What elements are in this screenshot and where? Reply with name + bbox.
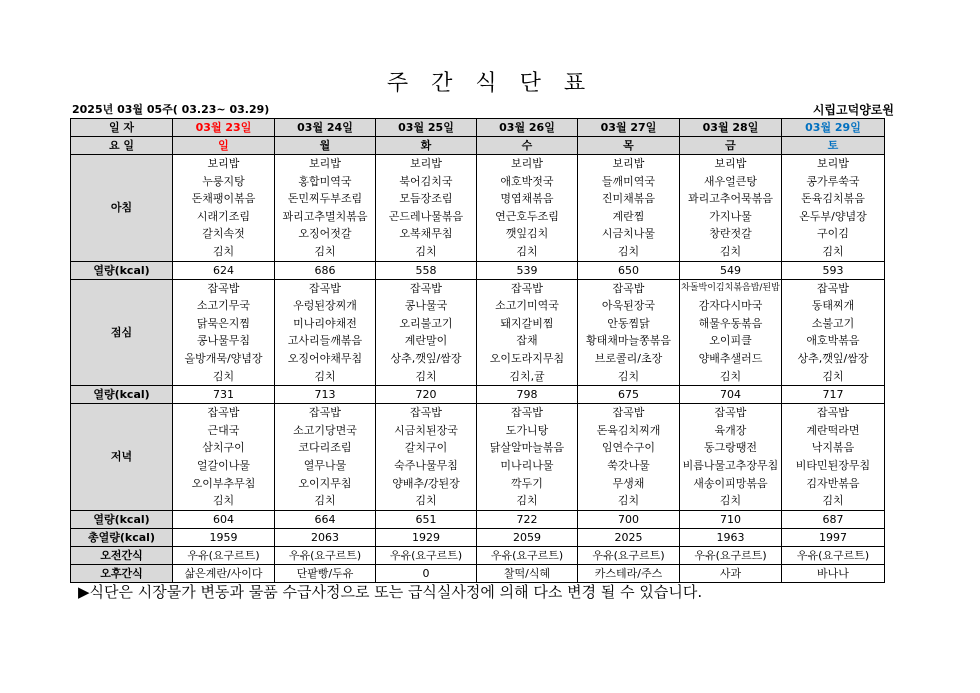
calorie-value: 704 bbox=[680, 386, 782, 404]
calorie-value: 604 bbox=[173, 510, 275, 528]
menu-item: 우렁된장찌개 bbox=[293, 299, 357, 313]
calorie-label: 열량(kcal) bbox=[71, 261, 173, 279]
total-calorie-label: 총열량(kcal) bbox=[71, 528, 173, 546]
menu-item: 창란젓갈 bbox=[709, 227, 752, 241]
menu-item: 김치 bbox=[719, 494, 742, 508]
menu-item: 김치 bbox=[719, 244, 742, 258]
menu-item: 누룽지탕 bbox=[202, 174, 245, 188]
menu-item: 무생채 bbox=[612, 476, 645, 490]
menu-item: 김치 bbox=[516, 494, 538, 508]
menu-item: 오리불고기 bbox=[399, 316, 453, 330]
menu-item: 황태채마늘쫑볶음 bbox=[585, 334, 671, 348]
total-calorie-value: 2059 bbox=[477, 528, 578, 546]
menu-item: 보리밥 bbox=[309, 157, 341, 170]
am-snack-label: 오전간식 bbox=[71, 546, 173, 564]
pm-snack-value: 삶은계란/사이다 bbox=[173, 564, 275, 582]
menu-item: 김치 bbox=[212, 244, 235, 258]
pm-snack-row bbox=[71, 564, 885, 582]
menu-item: 보리밥 bbox=[714, 157, 747, 170]
lunch-menu-cell bbox=[680, 279, 782, 386]
menu-item: 쑥갓나물 bbox=[607, 458, 650, 472]
dinner-row bbox=[71, 404, 885, 511]
calorie-value: 664 bbox=[275, 510, 376, 528]
menu-item: 잡곡밥 bbox=[817, 406, 849, 420]
menu-item: 근대국 bbox=[207, 423, 240, 437]
date-cell: 03월 25일 bbox=[376, 119, 477, 137]
pm-snack-value: 단팥빵/두유 bbox=[275, 564, 376, 582]
breakfast-menu-cell bbox=[376, 155, 477, 262]
menu-item: 김치 bbox=[314, 244, 336, 258]
menu-item: 오징어젓갈 bbox=[298, 227, 352, 241]
dinner-menu-cell bbox=[578, 404, 680, 511]
breakfast-menu-cell bbox=[477, 155, 578, 262]
menu-item: 김치 bbox=[822, 244, 844, 258]
lunch-label: 점심 bbox=[71, 279, 173, 386]
menu-item: 오이지무침 bbox=[298, 476, 352, 490]
breakfast-menu-cell bbox=[578, 155, 680, 262]
lunch-menu-cell bbox=[376, 279, 477, 386]
menu-item: 돼지갈비찜 bbox=[500, 316, 554, 330]
date-cell: 03월 23일 bbox=[173, 119, 275, 137]
menu-item: 육개장 bbox=[714, 423, 747, 437]
menu-item: 보리밥 bbox=[207, 157, 240, 170]
menu-item: 브로콜리/초장 bbox=[594, 351, 663, 365]
menu-item: 오이피클 bbox=[709, 334, 752, 348]
calorie-value: 539 bbox=[477, 261, 578, 279]
menu-item: 김치 bbox=[415, 494, 437, 508]
menu-item: 김치 bbox=[415, 369, 437, 383]
menu-item: 꽈리고추어묵볶음 bbox=[687, 192, 773, 206]
menu-item: 잡채 bbox=[516, 334, 538, 348]
breakfast-calorie-row bbox=[71, 261, 885, 279]
pm-snack-label: 오후간식 bbox=[71, 564, 173, 582]
menu-item: 김치 bbox=[212, 369, 235, 383]
menu-item: 잡곡밥 bbox=[714, 406, 747, 420]
menu-item: 가지나물 bbox=[709, 209, 752, 223]
day-row-label: 요 일 bbox=[71, 137, 173, 155]
breakfast-menu-cell bbox=[275, 155, 376, 262]
menu-item: 돈육김치볶음 bbox=[801, 192, 865, 206]
lunch-menu-cell bbox=[578, 279, 680, 386]
menu-item: 온두부/양념장 bbox=[799, 209, 867, 223]
menu-item: 김치 bbox=[822, 369, 844, 383]
day-cell: 화 bbox=[376, 137, 477, 155]
menu-item: 시래기조림 bbox=[196, 209, 251, 223]
menu-item: 미나리나물 bbox=[500, 458, 554, 472]
menu-item: 잡곡밥 bbox=[511, 406, 543, 420]
am-snack-value: 우유(요구르트) bbox=[275, 546, 376, 564]
menu-item: 잡곡밥 bbox=[817, 281, 849, 295]
menu-item: 김치 bbox=[617, 494, 640, 508]
menu-item: 계란찜 bbox=[612, 209, 645, 223]
calorie-value: 710 bbox=[680, 510, 782, 528]
day-cell: 목 bbox=[578, 137, 680, 155]
menu-item: 도가니탕 bbox=[505, 423, 549, 437]
menu-item: 명엽채볶음 bbox=[500, 192, 554, 206]
day-cell: 월 bbox=[275, 137, 376, 155]
menu-item: 잡곡밥 bbox=[612, 406, 645, 420]
menu-item: 아욱된장국 bbox=[601, 299, 656, 313]
menu-item: 들깨미역국 bbox=[601, 174, 656, 188]
total-calorie-value: 1963 bbox=[680, 528, 782, 546]
pm-snack-value: 0 bbox=[376, 564, 477, 582]
menu-item: 보리밥 bbox=[612, 157, 645, 170]
calorie-value: 720 bbox=[376, 386, 477, 404]
menu-item: 콩나물무침 bbox=[196, 334, 251, 348]
menu-item: 오이도라지무침 bbox=[489, 351, 565, 365]
menu-item: 오이부추무침 bbox=[191, 476, 256, 490]
lunch-calorie-row bbox=[71, 386, 885, 404]
menu-item: 모듬장조림 bbox=[399, 192, 453, 206]
breakfast-menu-cell bbox=[173, 155, 275, 262]
menu-item: 숙주나물무침 bbox=[394, 458, 458, 472]
dinner-menu-cell bbox=[477, 404, 578, 511]
calorie-value: 624 bbox=[173, 261, 275, 279]
menu-item: 김치 bbox=[617, 244, 640, 258]
calorie-value: 651 bbox=[376, 510, 477, 528]
total-calorie-value: 1997 bbox=[782, 528, 885, 546]
calorie-value: 713 bbox=[275, 386, 376, 404]
menu-item: 보리밥 bbox=[511, 157, 543, 170]
total-calorie-value: 1929 bbox=[376, 528, 477, 546]
calorie-value: 593 bbox=[782, 261, 885, 279]
menu-item: 오복채무침 bbox=[399, 227, 453, 241]
lunch-menu-cell bbox=[782, 279, 885, 386]
menu-item: 잡곡밥 bbox=[511, 281, 543, 295]
menu-item: 돈육김치찌개 bbox=[596, 423, 661, 437]
menu-item: 돈민찌두부조림 bbox=[287, 192, 363, 206]
menu-item: 계란떡라면 bbox=[806, 423, 860, 437]
menu-item: 홍합미역국 bbox=[298, 174, 352, 188]
am-snack-value: 우유(요구르트) bbox=[173, 546, 275, 564]
pm-snack-value: 찰떡/식혜 bbox=[477, 564, 578, 582]
date-cell: 03월 26일 bbox=[477, 119, 578, 137]
menu-item: 진미채볶음 bbox=[601, 192, 656, 206]
menu-item: 양배추샐러드 bbox=[698, 351, 763, 365]
menu-item: 소고기무국 bbox=[196, 299, 251, 313]
menu-item: 잡곡밥 bbox=[309, 281, 341, 295]
lunch-menu-cell bbox=[275, 279, 376, 386]
menu-item: 시금치된장국 bbox=[394, 423, 458, 437]
menu-item: 김치 bbox=[822, 494, 844, 508]
menu-item: 해물우동볶음 bbox=[698, 316, 763, 330]
lunch-row bbox=[71, 279, 885, 386]
menu-item: 김치 bbox=[212, 494, 235, 508]
day-row bbox=[71, 137, 885, 155]
date-cell: 03월 27일 bbox=[578, 119, 680, 137]
menu-item: 김치 bbox=[314, 369, 336, 383]
menu-item: 삼치구이 bbox=[202, 441, 245, 455]
menu-item: 구이김 bbox=[817, 227, 849, 241]
menu-item: 연근호두조림 bbox=[495, 209, 559, 223]
breakfast-menu-cell bbox=[680, 155, 782, 262]
dinner-label: 저녁 bbox=[71, 404, 173, 511]
breakfast-menu-cell bbox=[782, 155, 885, 262]
menu-item: 잡곡밥 bbox=[612, 281, 645, 295]
pm-snack-value: 카스테라/주스 bbox=[578, 564, 680, 582]
menu-item: 새송이피망볶음 bbox=[693, 476, 768, 490]
menu-item: 양배추/강된장 bbox=[392, 476, 460, 490]
am-snack-row bbox=[71, 546, 885, 564]
menu-item: 잡곡밥 bbox=[207, 281, 240, 295]
calorie-value: 700 bbox=[578, 510, 680, 528]
menu-item: 잡곡밥 bbox=[309, 406, 341, 420]
menu-item: 꽈리고추멸치볶음 bbox=[282, 209, 368, 223]
menu-item: 곤드레나물볶음 bbox=[388, 209, 464, 223]
menu-item: 잡곡밥 bbox=[410, 406, 442, 420]
dinner-menu-cell bbox=[376, 404, 477, 511]
menu-item: 깻잎김치 bbox=[505, 227, 549, 241]
dinner-menu-cell bbox=[782, 404, 885, 511]
menu-item: 감자다시마국 bbox=[698, 299, 763, 313]
period-label: 2025년 03월 05주( 03.23~ 03.29) bbox=[72, 103, 270, 116]
menu-item: 김치,귤 bbox=[509, 369, 545, 383]
page-title: 주 간 식 단 표 bbox=[386, 71, 594, 96]
calorie-label: 열량(kcal) bbox=[71, 510, 173, 528]
day-cell: 금 bbox=[680, 137, 782, 155]
menu-item: 소고기미역국 bbox=[495, 299, 559, 313]
day-cell: 토 bbox=[782, 137, 885, 155]
weekly-menu-table bbox=[70, 118, 885, 583]
date-row-label: 일 자 bbox=[71, 119, 173, 137]
menu-item: 얼갈이나물 bbox=[196, 458, 251, 472]
calorie-value: 650 bbox=[578, 261, 680, 279]
date-cell: 03월 29일 bbox=[782, 119, 885, 137]
menu-item: 닭살알마늘볶음 bbox=[489, 441, 565, 455]
menu-item: 보리밥 bbox=[410, 157, 442, 170]
pm-snack-value: 사과 bbox=[680, 564, 782, 582]
menu-item: 김자반볶음 bbox=[806, 476, 860, 490]
dinner-calorie-row bbox=[71, 510, 885, 528]
calorie-value: 722 bbox=[477, 510, 578, 528]
menu-item: 차돌박이김치볶음밥/된밥 bbox=[681, 282, 780, 293]
calorie-value: 731 bbox=[173, 386, 275, 404]
menu-item: 김치 bbox=[415, 244, 437, 258]
menu-item: 돈채팽이볶음 bbox=[191, 192, 256, 206]
menu-item: 시금치나물 bbox=[601, 227, 656, 241]
menu-item: 비타민된장무침 bbox=[795, 458, 871, 472]
total-calorie-value: 1959 bbox=[173, 528, 275, 546]
menu-item: 비름나물고추장무침 bbox=[682, 458, 779, 472]
lunch-menu-cell bbox=[477, 279, 578, 386]
menu-item: 올방개묵/양념장 bbox=[184, 351, 263, 365]
lunch-menu-cell bbox=[173, 279, 275, 386]
date-row bbox=[71, 119, 885, 137]
pm-snack-value: 바나나 bbox=[782, 564, 885, 582]
calorie-value: 686 bbox=[275, 261, 376, 279]
am-snack-value: 우유(요구르트) bbox=[477, 546, 578, 564]
dinner-menu-cell bbox=[680, 404, 782, 511]
menu-item: 김치 bbox=[719, 369, 742, 383]
menu-item: 콩나물국 bbox=[404, 299, 448, 313]
calorie-value: 675 bbox=[578, 386, 680, 404]
menu-item: 잡곡밥 bbox=[410, 281, 442, 295]
menu-item: 동그랑땡전 bbox=[703, 441, 758, 455]
calorie-value: 549 bbox=[680, 261, 782, 279]
menu-item: 애호박볶음 bbox=[806, 334, 860, 348]
menu-item: 닭묵은지찜 bbox=[196, 316, 251, 330]
total-calorie-value: 2025 bbox=[578, 528, 680, 546]
menu-item: 김치 bbox=[617, 369, 640, 383]
menu-item: 김치 bbox=[314, 494, 336, 508]
menu-item: 새우얼큰탕 bbox=[703, 174, 758, 188]
menu-item: 열무나물 bbox=[303, 458, 347, 472]
date-cell: 03월 28일 bbox=[680, 119, 782, 137]
menu-item: 상추,깻잎/쌈장 bbox=[390, 351, 462, 365]
calorie-value: 798 bbox=[477, 386, 578, 404]
date-cell: 03월 24일 bbox=[275, 119, 376, 137]
menu-item: 고사리들깨볶음 bbox=[287, 334, 363, 348]
menu-item: 보리밥 bbox=[817, 157, 849, 170]
menu-item: 오징어야채무침 bbox=[287, 351, 363, 365]
menu-item: 소불고기 bbox=[811, 316, 855, 330]
dinner-menu-cell bbox=[173, 404, 275, 511]
breakfast-label: 아침 bbox=[71, 155, 173, 262]
menu-item: 코다리조림 bbox=[298, 441, 352, 455]
menu-item: 동태찌개 bbox=[811, 299, 855, 313]
menu-item: 상추,깻잎/쌈장 bbox=[797, 351, 869, 365]
calorie-value: 558 bbox=[376, 261, 477, 279]
menu-item: 애호박젓국 bbox=[500, 174, 554, 188]
am-snack-value: 우유(요구르트) bbox=[376, 546, 477, 564]
day-cell: 수 bbox=[477, 137, 578, 155]
total-calorie-row bbox=[71, 528, 885, 546]
institution-name: 시립고덕양로원 bbox=[812, 103, 894, 117]
menu-item: 갈치속젓 bbox=[202, 227, 245, 241]
menu-item: 소고기당면국 bbox=[293, 423, 357, 437]
menu-item: 김치 bbox=[516, 244, 538, 258]
menu-item: 잡곡밥 bbox=[207, 406, 240, 420]
menu-change-notice: ▶식단은 시장물가 변동과 물품 수급사정으로 또는 급식실사정에 의해 다소 변경 될 수 있습니다. bbox=[78, 583, 703, 601]
calorie-label: 열량(kcal) bbox=[71, 386, 173, 404]
am-snack-value: 우유(요구르트) bbox=[680, 546, 782, 564]
menu-item: 안동찜닭 bbox=[607, 316, 650, 330]
breakfast-row bbox=[71, 155, 885, 262]
menu-item: 북어김치국 bbox=[399, 174, 453, 188]
menu-item: 콩가루쑥국 bbox=[806, 174, 860, 188]
calorie-value: 687 bbox=[782, 510, 885, 528]
dinner-menu-cell bbox=[275, 404, 376, 511]
menu-item: 낙지볶음 bbox=[811, 441, 855, 455]
menu-item: 깍두기 bbox=[511, 476, 543, 490]
menu-item: 계란말이 bbox=[404, 334, 448, 348]
menu-item: 갈치구이 bbox=[404, 441, 448, 455]
day-cell: 일 bbox=[173, 137, 275, 155]
am-snack-value: 우유(요구르트) bbox=[782, 546, 885, 564]
calorie-value: 717 bbox=[782, 386, 885, 404]
menu-item: 임연수구이 bbox=[601, 441, 656, 455]
am-snack-value: 우유(요구르트) bbox=[578, 546, 680, 564]
total-calorie-value: 2063 bbox=[275, 528, 376, 546]
menu-item: 미나리야채전 bbox=[293, 316, 357, 330]
